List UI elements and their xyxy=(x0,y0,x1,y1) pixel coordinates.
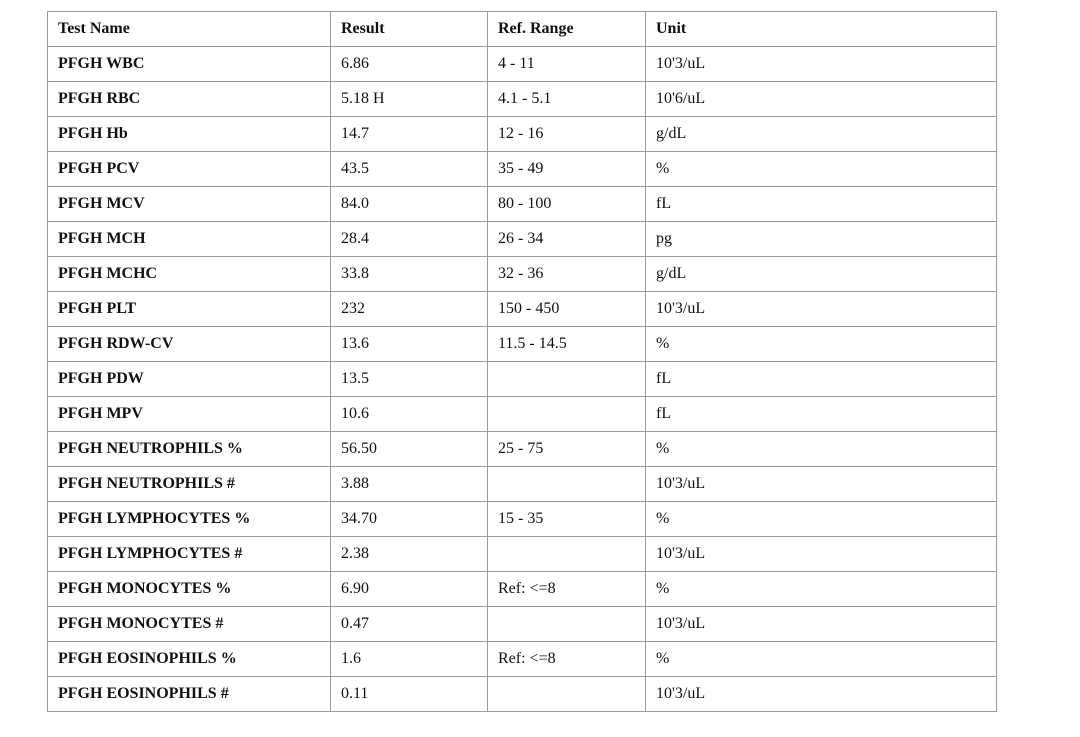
result-cell: 6.90 xyxy=(331,572,488,607)
table-row xyxy=(48,82,997,117)
ref-range-cell: 15 - 35 xyxy=(488,502,646,537)
test-name-cell: PFGH MONOCYTES # xyxy=(48,607,331,642)
ref-range-cell: Ref: <=8 xyxy=(488,572,646,607)
table-body xyxy=(48,47,997,712)
result-cell: 1.6 xyxy=(331,642,488,677)
test-name-cell: PFGH MPV xyxy=(48,397,331,432)
table-row xyxy=(48,572,997,607)
table-row xyxy=(48,467,997,502)
unit-cell: fL xyxy=(646,187,997,222)
unit-cell: % xyxy=(646,572,997,607)
unit-cell: % xyxy=(646,642,997,677)
unit-cell: 10'3/uL xyxy=(646,677,997,712)
ref-range-cell xyxy=(488,467,646,502)
unit-cell: 10'3/uL xyxy=(646,607,997,642)
table-row xyxy=(48,537,997,572)
ref-range-cell: 12 - 16 xyxy=(488,117,646,152)
test-name-cell: PFGH MONOCYTES % xyxy=(48,572,331,607)
test-name-cell: PFGH LYMPHOCYTES # xyxy=(48,537,331,572)
unit-cell: g/dL xyxy=(646,117,997,152)
unit-cell: fL xyxy=(646,362,997,397)
result-cell: 13.6 xyxy=(331,327,488,362)
header-unit: Unit xyxy=(646,12,997,47)
test-name-cell: PFGH LYMPHOCYTES % xyxy=(48,502,331,537)
result-cell: 0.11 xyxy=(331,677,488,712)
unit-cell: pg xyxy=(646,222,997,257)
unit-cell: % xyxy=(646,432,997,467)
ref-range-cell: 4 - 11 xyxy=(488,47,646,82)
ref-range-cell xyxy=(488,537,646,572)
ref-range-cell: 35 - 49 xyxy=(488,152,646,187)
test-name-cell: PFGH PLT xyxy=(48,292,331,327)
result-cell: 2.38 xyxy=(331,537,488,572)
result-cell: 43.5 xyxy=(331,152,488,187)
unit-cell: 10'3/uL xyxy=(646,537,997,572)
result-cell: 13.5 xyxy=(331,362,488,397)
table-header-row xyxy=(48,12,997,47)
ref-range-cell: 26 - 34 xyxy=(488,222,646,257)
unit-cell: % xyxy=(646,502,997,537)
table-row xyxy=(48,432,997,467)
unit-cell: g/dL xyxy=(646,257,997,292)
table-row xyxy=(48,502,997,537)
unit-cell: 10'3/uL xyxy=(646,292,997,327)
header-result: Result xyxy=(331,12,488,47)
test-name-cell: PFGH NEUTROPHILS # xyxy=(48,467,331,502)
test-name-cell: PFGH Hb xyxy=(48,117,331,152)
table-row xyxy=(48,397,997,432)
test-name-cell: PFGH EOSINOPHILS % xyxy=(48,642,331,677)
test-name-cell: PFGH MCHC xyxy=(48,257,331,292)
test-name-cell: PFGH MCV xyxy=(48,187,331,222)
unit-cell: % xyxy=(646,152,997,187)
result-cell: 84.0 xyxy=(331,187,488,222)
header-ref-range: Ref. Range xyxy=(488,12,646,47)
table-row xyxy=(48,607,997,642)
result-cell: 56.50 xyxy=(331,432,488,467)
unit-cell: 10'6/uL xyxy=(646,82,997,117)
result-cell: 34.70 xyxy=(331,502,488,537)
test-name-cell: PFGH EOSINOPHILS # xyxy=(48,677,331,712)
result-cell: 3.88 xyxy=(331,467,488,502)
ref-range-cell: 4.1 - 5.1 xyxy=(488,82,646,117)
table-row xyxy=(48,152,997,187)
result-cell: 33.8 xyxy=(331,257,488,292)
result-cell: 6.86 xyxy=(331,47,488,82)
table-row xyxy=(48,257,997,292)
ref-range-cell xyxy=(488,607,646,642)
ref-range-cell: 80 - 100 xyxy=(488,187,646,222)
ref-range-cell: 32 - 36 xyxy=(488,257,646,292)
table-row xyxy=(48,642,997,677)
table-row xyxy=(48,117,997,152)
test-name-cell: PFGH NEUTROPHILS % xyxy=(48,432,331,467)
test-name-cell: PFGH WBC xyxy=(48,47,331,82)
test-name-cell: PFGH PCV xyxy=(48,152,331,187)
result-cell: 14.7 xyxy=(331,117,488,152)
table-row xyxy=(48,292,997,327)
test-name-cell: PFGH RDW-CV xyxy=(48,327,331,362)
result-cell: 232 xyxy=(331,292,488,327)
test-name-cell: PFGH PDW xyxy=(48,362,331,397)
ref-range-cell xyxy=(488,397,646,432)
unit-cell: 10'3/uL xyxy=(646,467,997,502)
result-cell: 10.6 xyxy=(331,397,488,432)
ref-range-cell xyxy=(488,362,646,397)
ref-range-cell: Ref: <=8 xyxy=(488,642,646,677)
test-name-cell: PFGH RBC xyxy=(48,82,331,117)
result-cell: 0.47 xyxy=(331,607,488,642)
unit-cell: fL xyxy=(646,397,997,432)
table-row xyxy=(48,187,997,222)
table-row xyxy=(48,677,997,712)
result-cell: 28.4 xyxy=(331,222,488,257)
table-row xyxy=(48,362,997,397)
table-row xyxy=(48,222,997,257)
table-row xyxy=(48,47,997,82)
lab-results-table xyxy=(47,11,997,712)
table-row xyxy=(48,327,997,362)
test-name-cell: PFGH MCH xyxy=(48,222,331,257)
ref-range-cell: 150 - 450 xyxy=(488,292,646,327)
ref-range-cell: 25 - 75 xyxy=(488,432,646,467)
ref-range-cell xyxy=(488,677,646,712)
unit-cell: 10'3/uL xyxy=(646,47,997,82)
ref-range-cell: 11.5 - 14.5 xyxy=(488,327,646,362)
header-test-name: Test Name xyxy=(48,12,331,47)
unit-cell: % xyxy=(646,327,997,362)
result-cell: 5.18 H xyxy=(331,82,488,117)
